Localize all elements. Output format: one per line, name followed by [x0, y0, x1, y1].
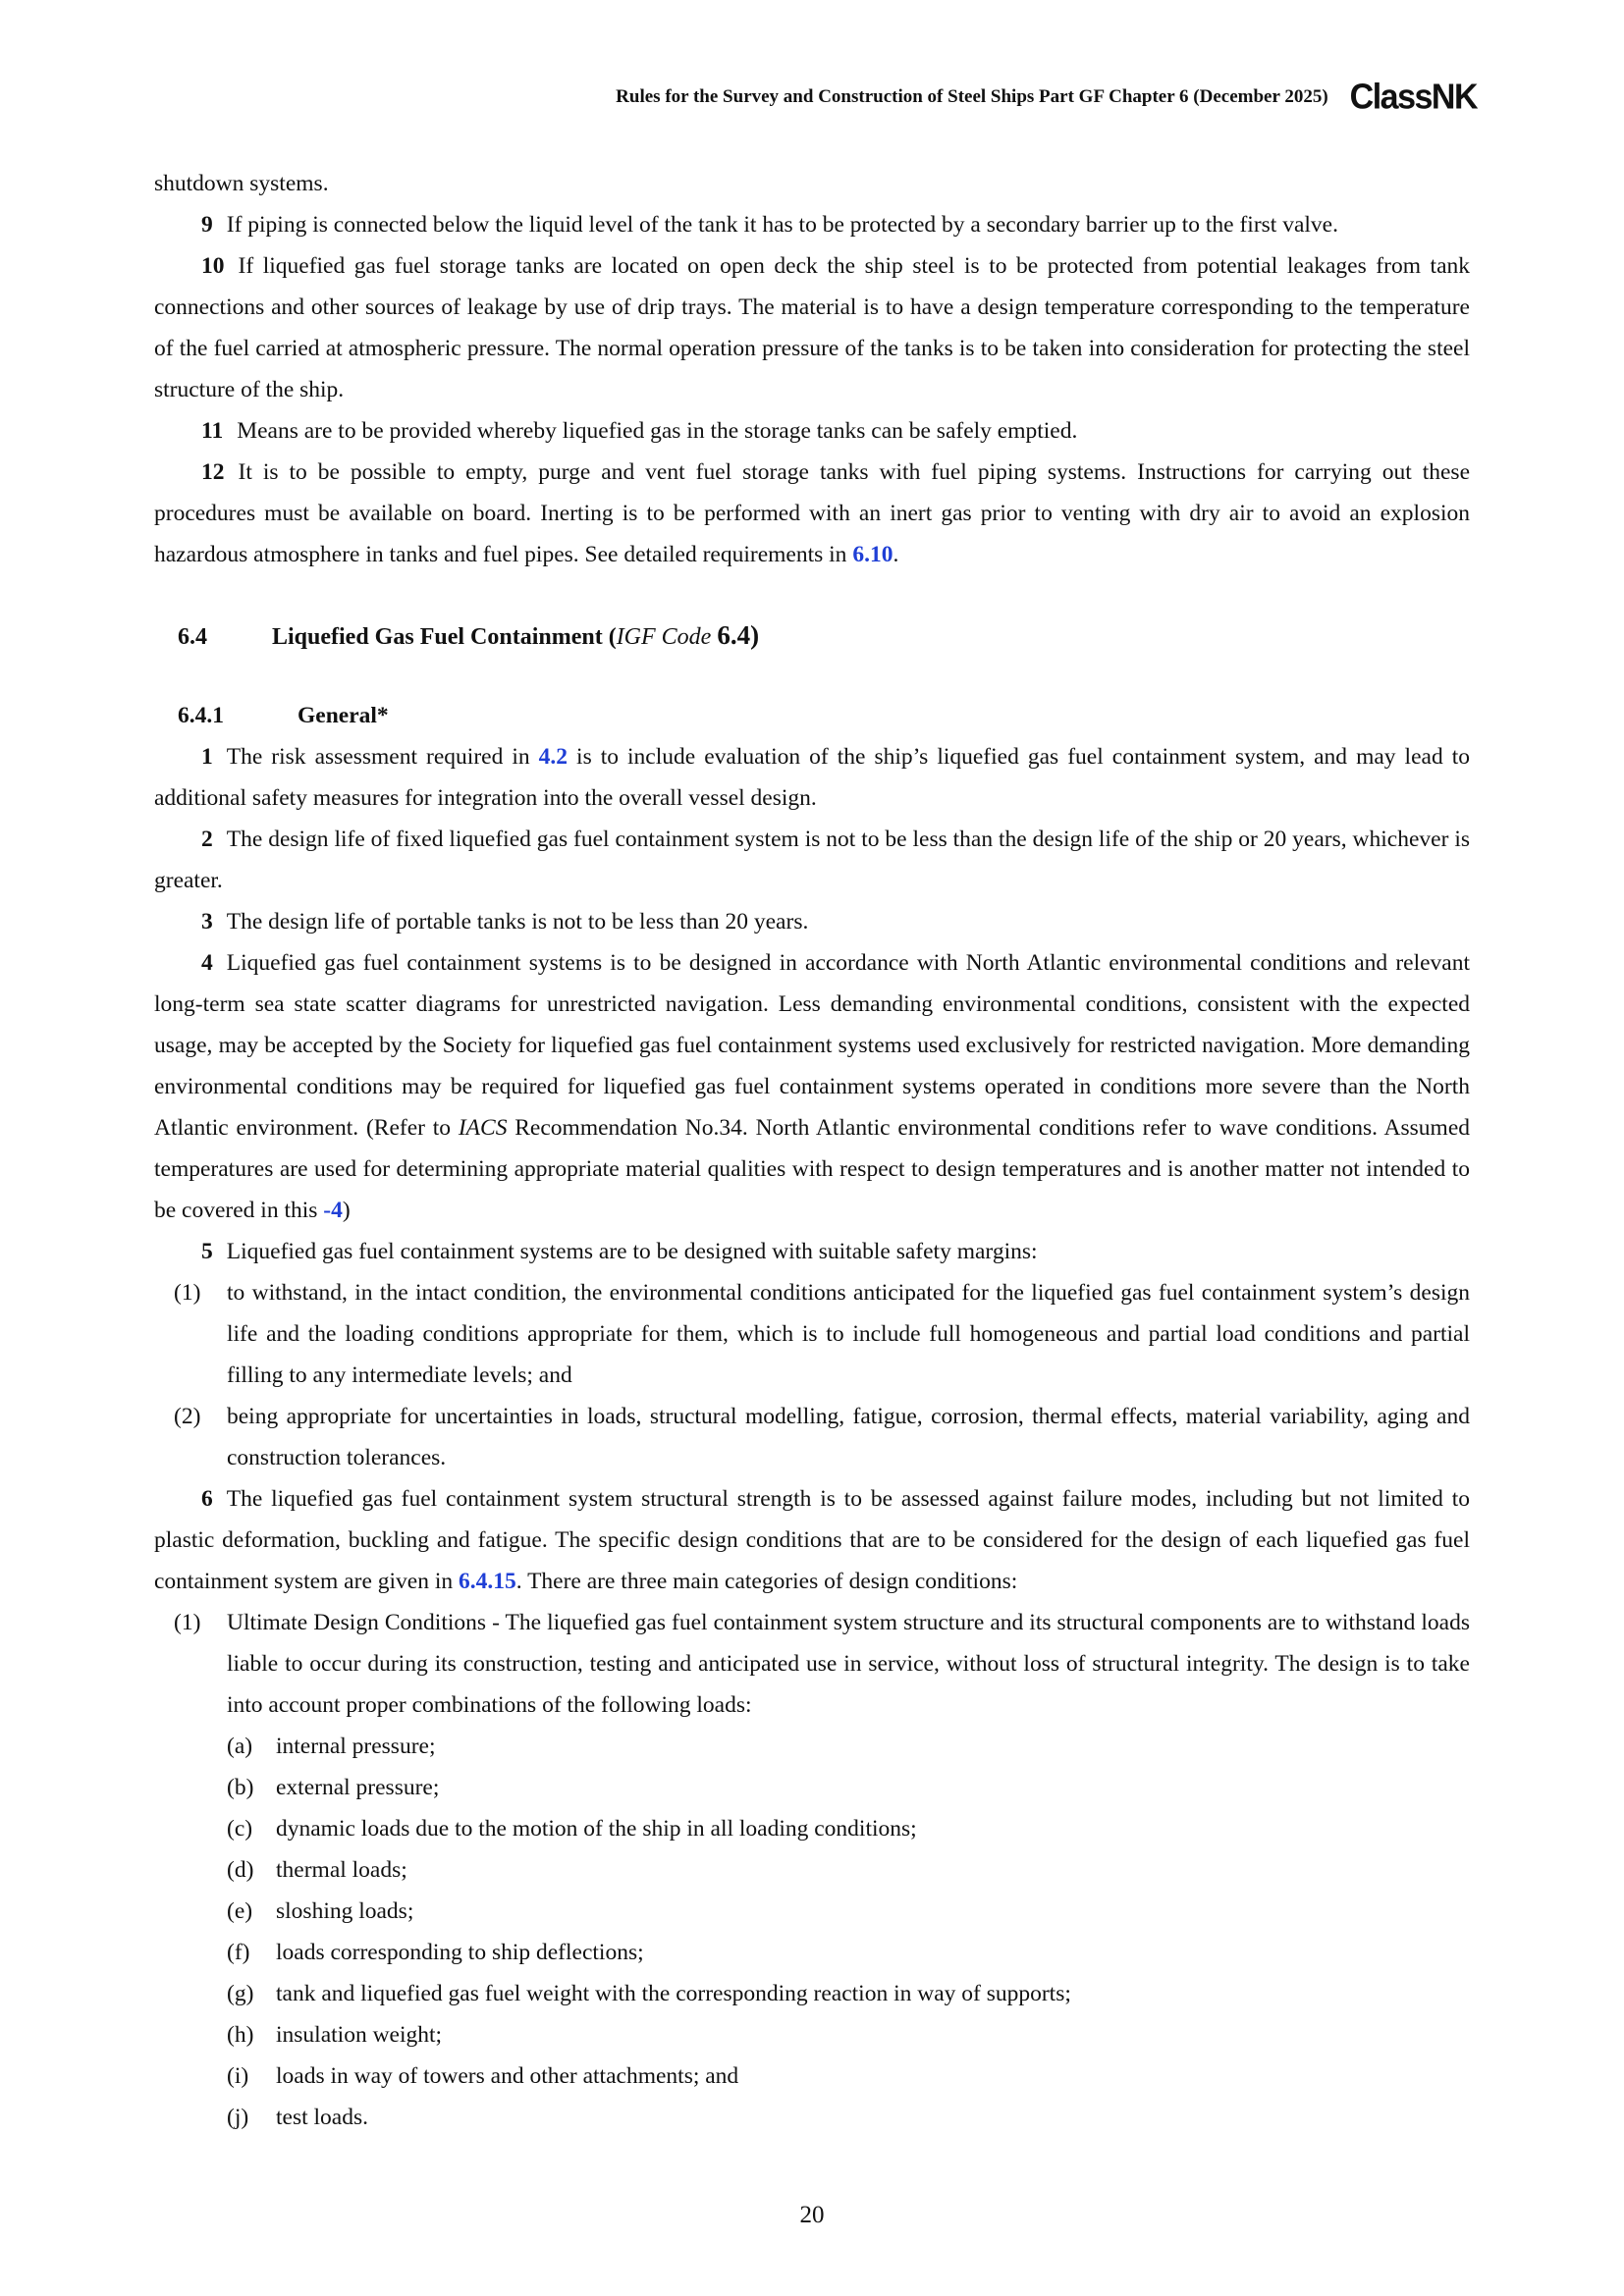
load-label: (b) [227, 1775, 254, 1800]
load-item [154, 2014, 1470, 2056]
paragraph-text: If liquefied gas fuel storage tanks are located on open deck the ship steel is to be protected from potential leakages from tank connections and other sources of leakage by use of drip trays. The material is to have a design temperature corresponding to the temperature of the fuel carried at atmospheric pressure. The normal operation pressure of the tanks is to be taken into consideration for protecting the steel structure of the ship. [154, 253, 1470, 402]
load-label: (g) [227, 1981, 254, 2006]
list-item [154, 1272, 1470, 1396]
paragraph-number: 12 [201, 459, 225, 485]
paragraph-text: Liquefied gas fuel containment systems is to be designed in accordance with North Atlantic environmental conditions and relevant long-term sea state scatter diagrams for unrestricted navigation. Less demanding environmental conditions, consistent with the expected usage, may be accepted by the Society for liquefied gas fuel containment systems used exclusively for restricted navigation. More demanding environmental conditions may be required for liquefied gas fuel containment systems operated in conditions more severe than the North Atlantic environment. (Refer to [154, 950, 1470, 1141]
paragraph-text-post: is to include evaluation of the ship’s liquefied gas fuel containment system, and may lead to additional safety measures for integration into the overall vessel design. [154, 744, 1470, 811]
paragraph-11 [154, 410, 1470, 452]
load-label: (f) [227, 1940, 250, 1965]
load-item [154, 2097, 1470, 2138]
list-text: Ultimate Design Conditions - The liquefied gas fuel containment system structure and its structural components are to withstand loads liable to occur during its construction, testing and anticipated use in service, without loss of structural integrity. The design is to take into account proper combinations of the following loads: [227, 1610, 1470, 1718]
list-item [154, 1396, 1470, 1478]
list-label: (1) [174, 1280, 201, 1306]
load-text: tank and liquefied gas fuel weight with the corresponding reaction in way of supports; [276, 1981, 1071, 2006]
load-label: (a) [227, 1734, 253, 1759]
load-text: test loads. [276, 2105, 368, 2130]
paragraph-number: 5 [201, 1239, 213, 1264]
paragraph-1 [154, 736, 1470, 819]
load-label: (h) [227, 2022, 254, 2048]
paragraph-number: 6 [201, 1486, 213, 1512]
paragraph-12 [154, 452, 1470, 575]
paragraph-5 [154, 1231, 1470, 1272]
section-ref-italic: IGF Code [616, 624, 712, 650]
subsection-number: 6.4.1 [178, 703, 224, 728]
cross-reference-link[interactable]: 6.4.15 [459, 1569, 516, 1594]
load-text: thermal loads; [276, 1857, 407, 1883]
cross-reference-link[interactable]: 4.2 [538, 744, 568, 770]
load-item [154, 1767, 1470, 1808]
load-item [154, 1932, 1470, 1973]
load-text: external pressure; [276, 1775, 440, 1800]
load-label: (d) [227, 1857, 254, 1883]
list-text: being appropriate for uncertainties in loads, structural modelling, fatigue, corrosion, thermal effects, material variability, aging and construction tolerances. [227, 1404, 1470, 1470]
paragraph-text: The design life of portable tanks is not to be less than 20 years. [226, 909, 809, 934]
paragraph-number: 2 [201, 827, 213, 852]
paragraph-number: 3 [201, 909, 213, 934]
header-title: Rules for the Survey and Construction of Steel Ships Part GF Chapter 6 (December 2025) [616, 86, 1328, 107]
paragraph-number: 1 [201, 744, 213, 770]
load-label: (j) [227, 2105, 249, 2130]
paragraph-4 [154, 942, 1470, 1231]
paragraph-10 [154, 245, 1470, 410]
load-item [154, 1726, 1470, 1767]
load-item [154, 1973, 1470, 2014]
paragraph-number: 10 [201, 253, 225, 279]
paragraph-text-post: . There are three main categories of design conditions: [515, 1569, 1018, 1594]
document-body [154, 163, 1470, 2138]
list-label: (2) [174, 1404, 201, 1429]
load-text: loads in way of towers and other attachments; and [276, 2063, 739, 2089]
paragraph-text: Liquefied gas fuel containment systems are to be designed with suitable safety margins: [226, 1239, 1038, 1264]
load-text: loads corresponding to ship deflections; [276, 1940, 644, 1965]
italic-text: IACS [458, 1115, 508, 1141]
load-item [154, 1891, 1470, 1932]
load-label: (e) [227, 1898, 253, 1924]
load-text: insulation weight; [276, 2022, 443, 2048]
section-title: Liquefied Gas Fuel Containment ( [272, 624, 617, 650]
paragraph-text: The design life of fixed liquefied gas fuel containment system is not to be less than the design life of the ship or 20 years, whichever is greater. [154, 827, 1470, 893]
paragraph-text: It is to be possible to empty, purge and vent fuel storage tanks with fuel piping systems. Instructions for carrying out these procedures must be available on board. Inerting is to be performed with an inert gas prior to venting with dry air to avoid an explosion hazardous atmosphere in tanks and fuel pipes. See detailed requirements in [154, 459, 1470, 567]
cross-reference-link[interactable]: -4 [323, 1198, 343, 1223]
paragraph-text: The risk assessment required in [226, 744, 539, 770]
paragraph-number: 4 [201, 950, 213, 976]
page-number: 20 [799, 2202, 825, 2228]
paragraph-number: 9 [201, 212, 213, 238]
paragraph-tail: . [893, 542, 899, 567]
load-text: sloshing loads; [276, 1898, 414, 1924]
continuation-text: shutdown systems. [154, 171, 329, 196]
paragraph-text-mid: Recommendation No.34. North Atlantic environmental conditions refer to wave conditions. Assumed temperatures are used for determining appropriate material qualities with respect to design temperatures and is another matter not intended to be covered in this [154, 1115, 1470, 1223]
load-text: dynamic loads due to the motion of the ship in all loading conditions; [276, 1816, 917, 1842]
load-label: (c) [227, 1816, 253, 1842]
section-heading [178, 614, 1470, 658]
load-item [154, 1849, 1470, 1891]
paragraph-text: The liquefied gas fuel containment system structural strength is to be assessed against failure modes, including but not limited to plastic deformation, buckling and fatigue. The specific design conditions that are to be considered for the design of each liquefied gas fuel containment system are given in [154, 1486, 1470, 1594]
subsection-title: General* [298, 703, 389, 728]
cross-reference-link[interactable]: 6.10 [852, 542, 893, 567]
paragraph-9 [154, 204, 1470, 245]
list-item [154, 1602, 1470, 1726]
page-header [616, 77, 1477, 118]
load-item [154, 2056, 1470, 2097]
load-label: (i) [227, 2063, 249, 2089]
list-text: to withstand, in the intact condition, the environmental conditions anticipated for the liquefied gas fuel containment system’s design life and the loading conditions appropriate for them, which is to include full homogeneous and partial load conditions and partial filling to any intermediate levels; and [227, 1280, 1470, 1388]
subsection-heading [178, 695, 1470, 736]
section-number: 6.4 [178, 624, 207, 650]
paragraph-2 [154, 819, 1470, 901]
load-text: internal pressure; [276, 1734, 436, 1759]
list-label: (1) [174, 1610, 201, 1635]
classnk-logo: ClassNK [1349, 78, 1477, 117]
load-item [154, 1808, 1470, 1849]
paragraph-6 [154, 1478, 1470, 1602]
paragraph-text: If piping is connected below the liquid level of the tank it has to be protected by a secondary barrier up to the first valve. [226, 212, 1338, 238]
paragraph-text: Means are to be provided whereby liquefied gas in the storage tanks can be safely emptied. [237, 418, 1078, 444]
paragraph-text-post: ) [342, 1198, 351, 1223]
section-ref-number: 6.4) [717, 620, 760, 650]
paragraph-3 [154, 901, 1470, 942]
paragraph-number: 11 [201, 418, 224, 444]
